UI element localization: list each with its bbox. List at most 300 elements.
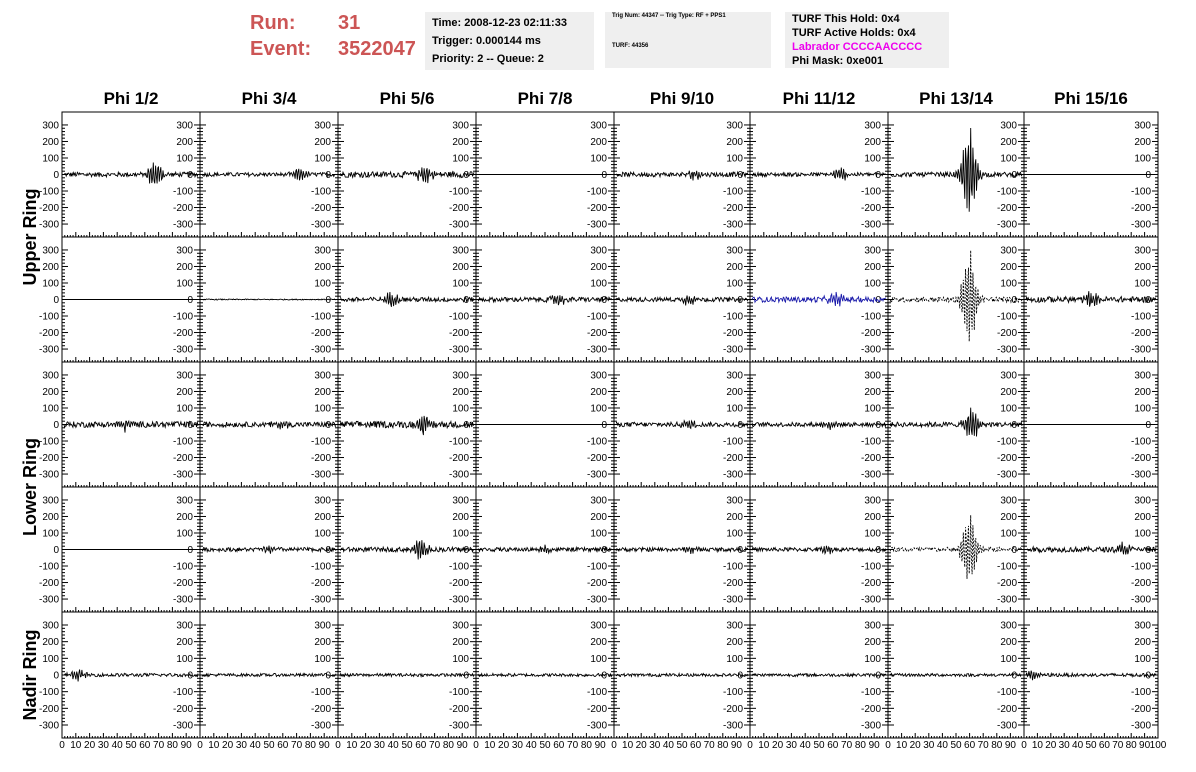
y-tick-label: 0 [1011,420,1017,431]
y-tick-label: -200 [996,453,1017,465]
y-tick-label: -300 [38,720,59,732]
y-tick-label: -100 [1130,311,1151,323]
y-tick-label: 0 [1011,295,1017,306]
y-tick-label: 300 [726,495,743,507]
y-tick-label: 200 [452,511,469,523]
waveform-trace [340,167,474,183]
waveform-trace [478,674,612,677]
y-tick-label: 0 [1145,170,1151,181]
y-tick-label: -200 [310,703,331,715]
y-tick-label: -200 [1130,578,1151,590]
y-tick-label: 200 [42,261,59,273]
waveform-trace [340,292,474,307]
y-tick-label: -200 [448,328,469,340]
y-tick-label: 200 [314,136,331,148]
y-tick-label: -100 [722,687,743,699]
y-tick-label: -100 [996,436,1017,448]
x-tick-label: 10 [70,740,82,751]
y-tick-label: 0 [875,420,881,431]
y-tick-label: 200 [42,136,59,148]
y-tick-label: 0 [53,295,59,306]
y-tick-label: -100 [1130,561,1151,573]
waveform-trace [752,546,886,554]
y-tick-label: -300 [586,720,607,732]
y-tick-label: 100 [590,653,607,665]
y-tick-label: 100 [314,278,331,290]
phi-column-label: Phi 1/2 [103,89,159,108]
y-tick-label: 100 [1134,403,1151,415]
y-tick-label: 0 [187,545,193,556]
y-tick-label: 300 [314,370,331,382]
y-tick-label: 200 [726,136,743,148]
y-tick-label: 300 [452,245,469,257]
waveform-panel [476,612,614,738]
y-tick-label: -100 [172,687,193,699]
y-tick-label: 200 [864,637,881,649]
y-tick-label: 100 [314,153,331,165]
y-tick-label: 100 [864,528,881,540]
y-tick-label: -200 [1130,328,1151,340]
waveform-panel [200,112,338,237]
y-tick-label: 200 [1000,136,1017,148]
y-tick-label: 300 [42,620,59,632]
trig-num-text: Trig Num: 44347 -- Trig Type: RF + PPS1 [612,13,726,19]
y-tick-label: 300 [590,370,607,382]
waveform-panel [888,237,1024,362]
y-tick-label: 0 [325,295,331,306]
y-tick-label: -300 [860,594,881,606]
waveform-panel [338,237,476,362]
y-tick-label: 300 [176,245,193,257]
y-tick-label: -300 [586,219,607,231]
x-tick-label: 30 [235,740,247,751]
y-tick-label: -300 [860,720,881,732]
waveform-trace [64,421,198,432]
y-tick-label: 0 [737,295,743,306]
y-tick-label: -200 [860,578,881,590]
y-tick-label: 300 [1134,370,1151,382]
y-tick-label: -200 [172,328,193,340]
y-tick-label: 300 [726,120,743,132]
y-tick-label: -300 [448,219,469,231]
y-tick-label: 300 [176,495,193,507]
waveform-panel [39,112,200,237]
ring-label: Lower Ring [20,438,40,536]
y-tick-label: 200 [452,136,469,148]
y-tick-label: 100 [590,278,607,290]
y-tick-label: -100 [586,561,607,573]
y-tick-label: -100 [310,687,331,699]
y-tick-label: -300 [172,720,193,732]
y-tick-label: 100 [1134,278,1151,290]
y-tick-label: -100 [448,687,469,699]
y-tick-label: 0 [875,545,881,556]
labrador-text: Labrador CCCCAACCCC [792,41,923,53]
y-tick-label: 0 [737,670,743,682]
waveform-panel [338,612,476,738]
y-tick-label: -100 [860,311,881,323]
y-tick-label: -100 [860,186,881,198]
waveform-trace [752,292,886,306]
x-tick-label: 90 [180,740,192,751]
waveform-trace [202,674,336,677]
x-tick-label: 20 [222,740,234,751]
y-tick-label: 300 [176,120,193,132]
run-value: 31 [338,12,361,34]
y-tick-label: -300 [722,469,743,481]
y-tick-label: 200 [42,637,59,649]
y-tick-label: -300 [448,469,469,481]
x-tick-label: 40 [111,740,123,751]
waveform-panel [1024,112,1158,237]
y-tick-label: 100 [176,653,193,665]
y-tick-label: -300 [38,469,59,481]
y-tick-label: -200 [722,453,743,465]
y-tick-label: 0 [737,170,743,181]
y-tick-label: -200 [448,703,469,715]
y-tick-label: 100 [726,653,743,665]
y-tick-label: 200 [1134,386,1151,398]
y-tick-label: -300 [722,594,743,606]
y-tick-label: -100 [1130,436,1151,448]
y-tick-label: 0 [53,545,59,556]
event-label: Event: [250,38,312,60]
waveform-trace [1026,671,1156,681]
y-tick-label: 200 [1134,136,1151,148]
y-tick-label: -300 [1130,594,1151,606]
y-tick-label: 100 [314,528,331,540]
y-tick-label: -100 [586,186,607,198]
y-tick-label: -300 [996,469,1017,481]
y-tick-label: 300 [42,120,59,132]
y-tick-label: 100 [452,403,469,415]
waveform-trace [616,171,748,181]
turf-hold-text: TURF This Hold: 0x4 [792,13,900,25]
y-tick-label: 0 [463,295,469,306]
y-tick-label: -100 [722,186,743,198]
y-tick-label: -100 [172,311,193,323]
y-tick-label: 300 [590,245,607,257]
y-tick-label: 0 [463,170,469,181]
waveform-trace [202,169,336,181]
y-tick-label: 0 [1145,420,1151,431]
y-tick-label: -200 [310,328,331,340]
waveform-trace [752,674,886,677]
y-tick-label: 300 [42,495,59,507]
y-tick-label: 200 [1000,637,1017,649]
y-tick-label: 300 [1000,620,1017,632]
y-tick-label: 0 [187,670,193,682]
y-tick-label: 100 [726,153,743,165]
y-tick-label: 200 [176,637,193,649]
y-tick-label: -300 [996,344,1017,356]
y-tick-label: -100 [722,311,743,323]
y-tick-label: 100 [314,653,331,665]
x-tick-label: 0 [197,740,203,751]
y-tick-label: 0 [737,545,743,556]
y-tick-label: -300 [38,594,59,606]
waveform-panel [39,362,200,487]
y-tick-label: -200 [172,203,193,215]
waveform-panel [338,362,476,487]
y-tick-label: 300 [1000,370,1017,382]
y-tick-label: -100 [310,311,331,323]
y-tick-label: 300 [864,120,881,132]
y-tick-label: 100 [1000,528,1017,540]
y-tick-label: -300 [172,594,193,606]
y-tick-label: 0 [53,170,59,181]
y-tick-label: 0 [325,170,331,181]
waveform-trace [202,421,336,429]
y-tick-label: -100 [38,311,59,323]
waveform-panel [614,487,750,612]
y-tick-label: -200 [996,203,1017,215]
waveform-panel [750,237,888,362]
y-tick-label: 0 [1011,545,1017,556]
y-tick-label: -300 [172,219,193,231]
y-tick-label: -300 [722,219,743,231]
waveform-trace [752,168,886,181]
waveform-trace [478,545,612,553]
y-tick-label: 0 [737,420,743,431]
waveform-trace [478,295,612,305]
x-tick-label: 10 [208,740,220,751]
waveform-trace [616,547,748,554]
waveform-panel [750,612,888,738]
y-tick-label: -300 [310,720,331,732]
y-tick-label: 100 [726,528,743,540]
y-tick-label: 300 [314,620,331,632]
y-tick-label: 200 [726,261,743,273]
phi-column-label: Phi 11/12 [782,89,856,108]
waveform-panel [200,362,338,487]
y-tick-label: 100 [590,403,607,415]
y-tick-label: 0 [187,295,193,306]
y-tick-label: -100 [860,436,881,448]
y-tick-label: 100 [1134,528,1151,540]
y-tick-label: -300 [448,720,469,732]
y-tick-label: 0 [875,670,881,682]
waveform-trace [1026,542,1156,555]
y-tick-label: -300 [448,594,469,606]
y-tick-label: 0 [601,670,607,682]
waveform-panel [614,112,750,237]
y-tick-label: -300 [172,344,193,356]
y-tick-label: 300 [864,620,881,632]
y-tick-label: 300 [1134,495,1151,507]
waveform-trace [890,674,1022,677]
waveform-trace [752,422,886,430]
phi-column-label: Phi 15/16 [1054,89,1128,108]
waveform-panel [476,112,614,237]
y-tick-label: 0 [53,670,59,682]
y-tick-label: 300 [590,120,607,132]
event-value: 3522047 [338,38,416,60]
y-tick-label: 300 [1134,620,1151,632]
y-tick-label: 300 [590,620,607,632]
y-tick-label: -300 [172,469,193,481]
y-tick-label: 100 [42,653,59,665]
y-tick-label: -100 [586,687,607,699]
y-tick-label: -100 [310,561,331,573]
y-tick-label: 100 [42,153,59,165]
waveform-panel [200,487,338,612]
waveform-panel [888,362,1024,487]
y-tick-label: -200 [860,453,881,465]
y-tick-label: -200 [38,328,59,340]
y-tick-label: -200 [38,203,59,215]
y-tick-label: 0 [1145,545,1151,556]
y-tick-label: 100 [726,403,743,415]
waveform-panel [750,362,888,487]
y-tick-label: 100 [1000,653,1017,665]
y-tick-label: -100 [38,436,59,448]
y-tick-label: -300 [722,720,743,732]
y-tick-label: 200 [452,637,469,649]
x-tick-label: 0 [59,740,65,751]
y-tick-label: 0 [601,295,607,306]
y-tick-label: 0 [601,420,607,431]
y-tick-label: 200 [1134,261,1151,273]
waveform-trace [64,163,198,184]
y-tick-label: 300 [314,245,331,257]
waveform-panel [888,487,1024,612]
y-tick-label: -100 [1130,687,1151,699]
y-tick-label: 100 [1000,278,1017,290]
y-tick-label: -200 [586,453,607,465]
y-tick-label: 200 [590,386,607,398]
y-tick-label: 100 [176,403,193,415]
turf-active-text: TURF Active Holds: 0x4 [792,27,916,39]
phi-column-label: Phi 13/14 [919,89,993,108]
x-tick-label: 60 [139,740,151,751]
y-tick-label: 0 [1145,295,1151,306]
y-tick-label: -200 [722,203,743,215]
waveform-panel [200,237,338,362]
y-tick-label: 300 [176,620,193,632]
y-tick-label: 200 [590,136,607,148]
y-tick-label: 0 [325,420,331,431]
waveform-panel [614,362,750,487]
y-tick-label: 200 [1000,261,1017,273]
waveform-panel [888,112,1024,237]
y-tick-label: -300 [996,219,1017,231]
waveform-panel [39,487,200,612]
y-tick-label: 0 [1011,170,1017,181]
y-tick-label: -200 [38,453,59,465]
phi-column-label: Phi 7/8 [517,89,573,108]
y-tick-label: -100 [860,687,881,699]
waveform-panel [338,112,476,237]
y-tick-label: 100 [864,278,881,290]
y-tick-label: 100 [176,278,193,290]
y-tick-label: 300 [726,245,743,257]
y-tick-label: 200 [176,136,193,148]
y-tick-label: -300 [586,594,607,606]
ring-label: Nadir Ring [20,629,40,721]
y-tick-label: -100 [172,186,193,198]
waveform-panel [476,362,614,487]
x-tick-label: 80 [166,740,178,751]
y-tick-label: -200 [1130,703,1151,715]
y-tick-label: 100 [176,153,193,165]
y-tick-label: 200 [864,136,881,148]
phi-column-label: Phi 5/6 [379,89,435,108]
y-tick-label: 0 [463,420,469,431]
y-tick-label: -300 [586,344,607,356]
y-tick-label: 100 [864,153,881,165]
y-tick-label: -200 [38,703,59,715]
y-tick-label: -100 [448,311,469,323]
y-tick-label: -200 [38,578,59,590]
y-tick-label: -300 [38,344,59,356]
y-tick-label: 300 [452,370,469,382]
waveform-trace [616,421,748,429]
y-tick-label: -300 [310,219,331,231]
waveform-panel [750,112,888,237]
waveform-panel [338,487,476,612]
y-tick-label: -100 [172,561,193,573]
y-tick-label: 300 [42,245,59,257]
y-tick-label: -300 [586,469,607,481]
y-tick-label: -100 [448,186,469,198]
y-tick-label: -100 [172,436,193,448]
y-tick-label: -200 [586,578,607,590]
y-tick-label: 300 [726,370,743,382]
y-tick-label: 0 [325,545,331,556]
waveform-trace [616,674,748,677]
y-tick-label: -100 [996,687,1017,699]
x-tick-label: 50 [125,740,137,751]
waveform-panel [39,237,200,362]
waveform-panel [200,612,338,738]
y-tick-label: -200 [996,328,1017,340]
y-tick-label: 300 [314,120,331,132]
y-tick-label: -200 [722,703,743,715]
y-tick-label: 100 [176,528,193,540]
y-tick-label: 200 [726,637,743,649]
y-tick-label: 300 [864,495,881,507]
x-tick-label: 70 [153,740,165,751]
run-label: Run: [250,12,296,34]
priority-text: Priority: 2 -- Queue: 2 [432,53,544,65]
trigger-text: Trigger: 0.000144 ms [432,35,541,47]
y-tick-label: 200 [314,511,331,523]
y-tick-label: 100 [1134,153,1151,165]
y-tick-label: 300 [864,370,881,382]
y-tick-label: -300 [996,594,1017,606]
y-tick-label: 100 [590,528,607,540]
y-tick-label: -100 [448,436,469,448]
y-tick-label: -200 [586,203,607,215]
y-tick-label: 300 [452,495,469,507]
waveform-trace [1026,291,1156,306]
time-text: Time: 2008-12-23 02:11:33 [432,17,567,29]
y-tick-label: 100 [42,528,59,540]
ring-label: Upper Ring [20,188,40,286]
y-tick-label: -100 [722,436,743,448]
y-tick-label: 100 [864,653,881,665]
y-tick-label: 200 [452,261,469,273]
y-tick-label: -100 [586,311,607,323]
y-tick-label: 200 [1134,637,1151,649]
y-tick-label: 100 [726,278,743,290]
y-tick-label: -300 [310,469,331,481]
y-tick-label: 200 [864,386,881,398]
y-tick-label: 0 [1011,670,1017,682]
y-tick-label: 300 [1134,120,1151,132]
turf-text: TURF: 44356 [612,43,649,49]
